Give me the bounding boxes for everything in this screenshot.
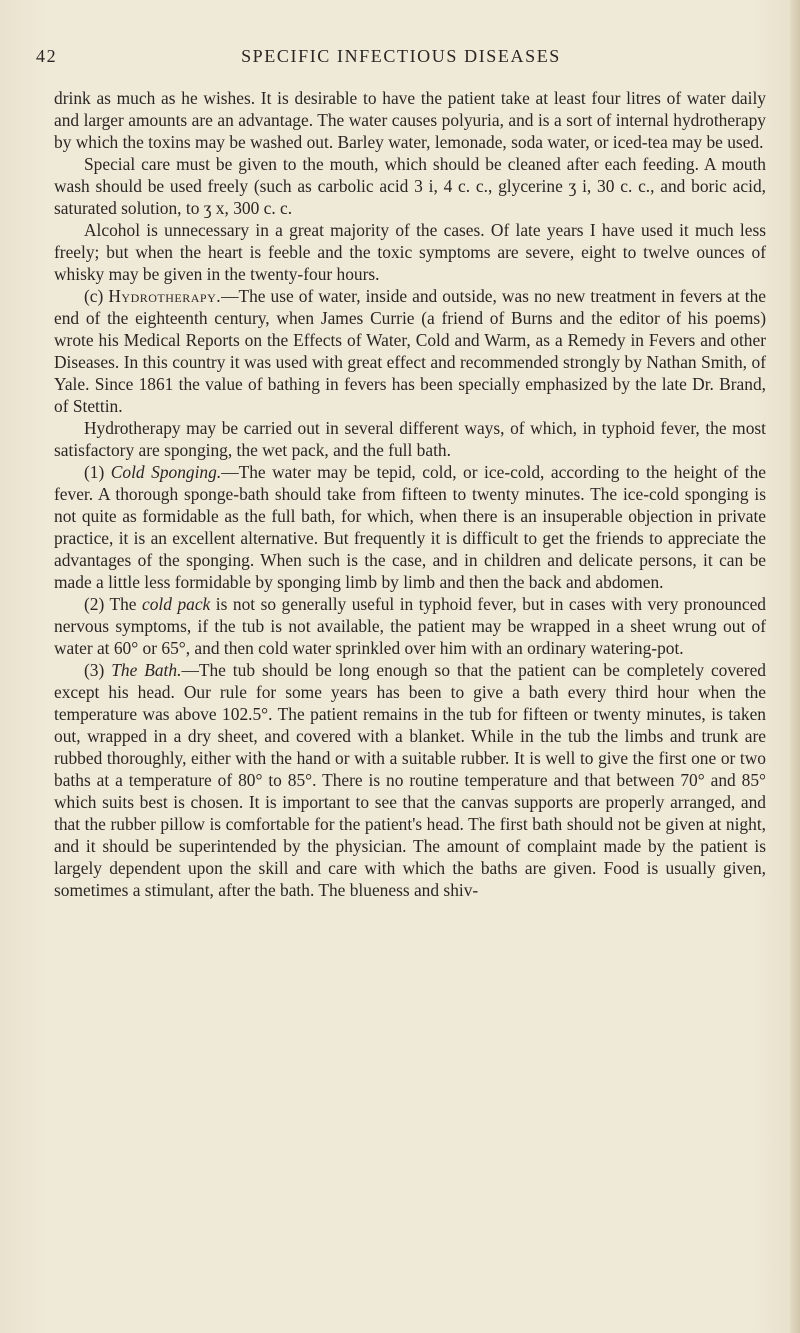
paragraph-hydrotherapy-methods: Hydrotherapy may be carried out in several different ways, of which, in typhoid fever, the most satisfactory are sponging, the wet pack, and the full bath. bbox=[54, 418, 766, 460]
item-label: (2) bbox=[84, 594, 105, 614]
section-text: —The use of water, inside and outside, was no new treatment in fevers at the end of the eighteenth century, when James Currie (a friend of Burns and the editor of his poems) wrote his Medical Reports on the Effects of Water, Cold and Warm, as a Remedy in Fevers and other Diseases. In this country it was used with great effect and recommended strongly by Nathan Smith, of Yale. Since 1861 the value of bathing in fevers has been specially emphasized by the late Dr. Brand, of Stettin. bbox=[54, 286, 766, 416]
item-text: —The tub should be long enough so that the patient can be completely covered except his head. Our rule for some years has been to give a bath every third hour when the temperature was above 102.5°. The patient remains in the tub for fifteen or twenty minutes, is taken out, wrapped in a dry sheet, and covered with a blanket. While in the tub the limbs and trunk are rubbed thoroughly, either with the hand or with a suitable rubber. It is well to give the first one or two baths at a temperature of 80° to 85°. There is no routine temperature and that between 70° and 85° which suits best is chosen. It is important to see that the canvas supports are properly arranged, and that the rubber pillow is comfortable for the patient's head. The first bath should not be given at night, and it should be superintended by the physician. The amount of complaint made by the patient is largely dependent upon the skill and care with which the baths are given. Food is usually given, sometimes a stimulant, after the bath. The blueness and shiv- bbox=[54, 660, 766, 900]
paragraph-cold-pack bbox=[54, 593, 766, 659]
page-edge bbox=[790, 0, 800, 1333]
page-number: 42 bbox=[36, 46, 58, 66]
item-text: is not so generally useful in typhoid fever, but in cases with very pronounced nervous symptoms, if the tub is not available, the patient may be wrapped in a sheet wrung out of water at 60° or 65°, and then cold water sprinkled over him with an ordinary watering-pot. bbox=[54, 594, 766, 658]
item-pre: The bbox=[109, 594, 137, 614]
body-text bbox=[54, 87, 766, 901]
page-header bbox=[36, 46, 766, 70]
item-label: (1) bbox=[84, 462, 105, 482]
paragraph-bath bbox=[54, 659, 766, 901]
paragraph-continuation: drink as much as he wishes. It is desirable to have the patient take at least four litres of water daily and larger amounts are an advantage. The water causes polyuria, and is a sort of internal hydrotherapy by which the toxins may be washed out. Barley water, lemonade, soda water, or iced-tea may be used. bbox=[54, 88, 766, 152]
item-text: —The water may be tepid, cold, or ice-cold, according to the height of the fever. A thorough sponge-bath should take from fifteen to twenty minutes. The ice-cold sponging is not quite as formidable as the full bath, for which, when there is an insuperable objection in private practice, it is an excellent alternative. But frequently it is difficult to get the friends to appreciate the advantages of the sponging. When such is the case, and in children and delicate persons, it can be made a little less formidable by sponging limb by limb and then the back and abdomen. bbox=[54, 462, 767, 592]
section-label: (c) bbox=[84, 286, 104, 306]
item-heading-cold-pack: cold pack bbox=[142, 594, 211, 614]
paragraph-mouth-care: Special care must be given to the mouth, which should be cleaned after each feeding. A mouth wash should be used freely (such as carbolic acid 3 i, 4 c. c., glycerine ʒ i, 30 c. c., and boric acid, saturated solution, to ʒ x, 300 c. c. bbox=[54, 154, 766, 218]
paragraph-hydrotherapy bbox=[54, 285, 766, 417]
section-heading-hydrotherapy: Hydrotherapy. bbox=[108, 286, 222, 306]
item-label: (3) bbox=[84, 660, 105, 680]
item-heading-cold-sponging: Cold Sponging. bbox=[110, 462, 222, 482]
paragraph-alcohol: Alcohol is unnecessary in a great majority of the cases. Of late years I have used it much less freely; but when the heart is feeble and the toxic symptoms are severe, eight to twelve ounces of whisky may be given in the twenty-four hours. bbox=[54, 220, 766, 284]
running-title: SPECIFIC INFECTIOUS DISEASES bbox=[241, 46, 561, 66]
paragraph-cold-sponging bbox=[54, 461, 766, 593]
item-heading-bath: The Bath. bbox=[111, 660, 182, 680]
